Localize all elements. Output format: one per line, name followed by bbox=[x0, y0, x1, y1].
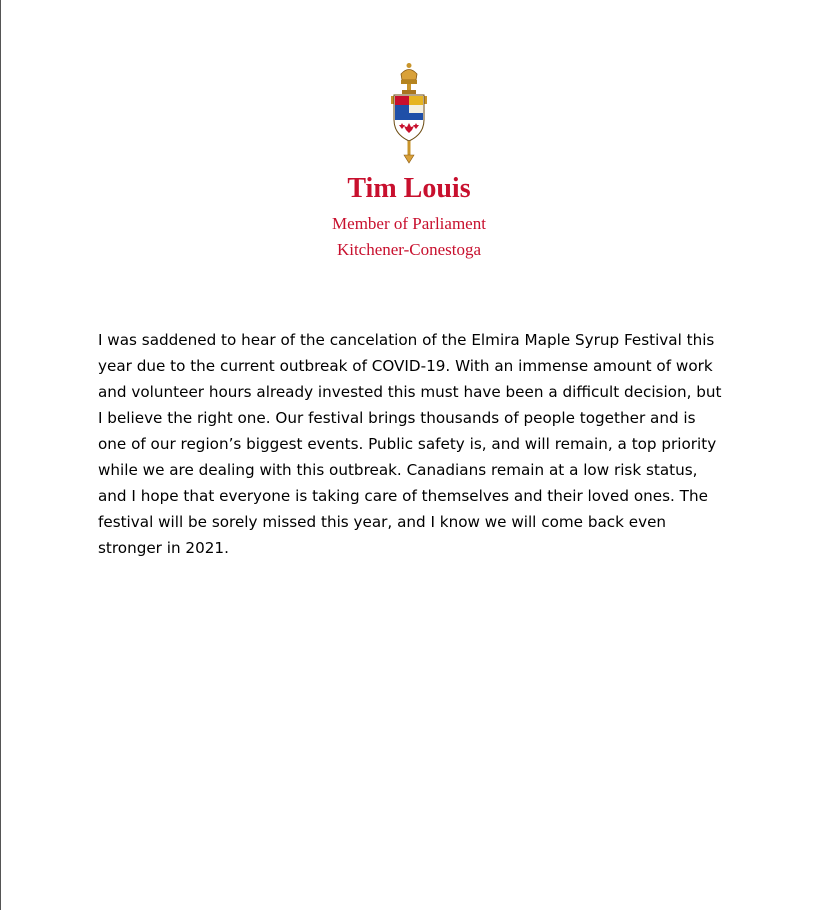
member-title: Member of Parliament bbox=[332, 214, 486, 233]
member-riding: Kitchener-Conestoga bbox=[336, 240, 482, 259]
statement-body: I was saddened to hear of the cancelation of the Elmira Maple Syrup Festival this year due to the current outbreak of COVID-19. With an immense amount of work and volunteer hours already invested this must have been a difficult decision, but I believe the right one. Our festival brings thousands of people together and is one of our region’s biggest events. Public safety is, and will remain, a top priority while we are dealing with this outbreak. Canadians remain at a low risk status, and I hope that everyone is taking care of themselves and their loved ones. The festival will be sorely missed this year, and I know we will come back even stronger in 2021. bbox=[98, 331, 722, 557]
house-of-commons-crest-icon bbox=[388, 62, 430, 164]
member-name: Tim Louis bbox=[347, 173, 471, 204]
